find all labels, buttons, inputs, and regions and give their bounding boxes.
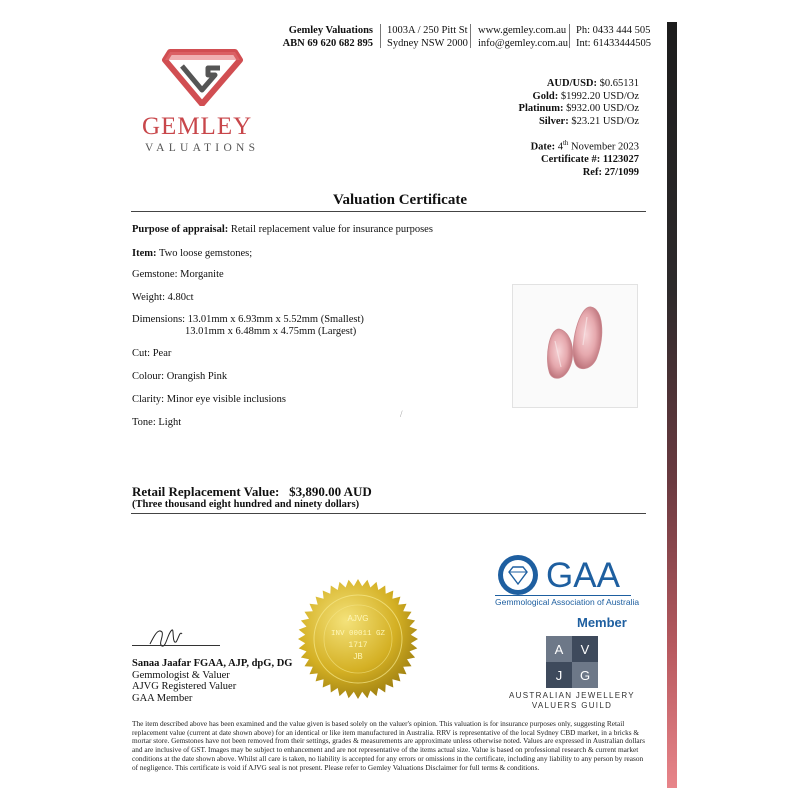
ref-label: Ref: <box>582 166 602 178</box>
platinum-label: Platinum: <box>518 103 564 114</box>
dimensions-smallest: 13.01mm x 6.93mm x 5.52mm (Smallest) <box>187 314 364 325</box>
signatory-registration: AJVG Registered Valuer <box>132 681 237 692</box>
seal-edge <box>298 579 418 699</box>
value-in-words: (Three thousand eight hundred and ninety dollars) <box>132 499 360 510</box>
ajvg-letter-g: G <box>572 662 598 688</box>
logo-wordmark: GEMLEY <box>142 113 253 140</box>
ajvg-fullname <box>509 691 635 711</box>
value-amount: $3,890.00 AUD <box>289 484 372 499</box>
gaa-wordmark: GAA <box>546 556 620 595</box>
purpose-field <box>132 224 433 236</box>
phone: Ph: 0433 444 505 <box>576 25 651 36</box>
date-rest: November 2023 <box>571 141 639 153</box>
website-link[interactable]: www.gemley.com.au <box>478 25 567 36</box>
signatory-block <box>132 658 292 704</box>
gemstone-photo <box>512 284 638 408</box>
value-rule <box>131 513 646 514</box>
signature-line <box>132 645 220 646</box>
ajvg-letter-v: V <box>572 636 598 662</box>
certificate-label: Certificate #: <box>541 154 601 165</box>
cut-field: Cut: Pear <box>132 348 172 359</box>
email-link[interactable]: info@gemley.com.au <box>478 38 569 49</box>
item-label: Item: <box>132 248 157 259</box>
title-rule <box>131 211 646 212</box>
ajvg-letter-j: J <box>546 662 572 688</box>
company-name: Gemley Valuations <box>288 25 373 36</box>
silver-value: $23.21 USD/Oz <box>571 115 639 127</box>
intl-phone: Int: 61433444505 <box>576 38 651 49</box>
weight-field: Weight: 4.80ct <box>132 292 194 303</box>
gaa-fullname: Gemmological Association of Australia <box>495 597 640 607</box>
date-day: 4 <box>557 141 563 153</box>
seal-text-2: INV 00011 GZ <box>330 630 386 638</box>
address-line2: Sydney NSW 2000 <box>387 38 468 49</box>
gaa-member-label: Member <box>577 615 627 630</box>
metal-rates <box>519 78 639 128</box>
signatory-name: Sanaa Jaafar FGAA, AJP, dpG, DG <box>132 658 293 669</box>
retail-replacement-value <box>132 484 372 500</box>
platinum-value: $932.00 USD/Oz <box>566 103 639 114</box>
value-label: Retail Replacement Value: <box>132 484 280 499</box>
seal-text-1: AJVG <box>347 614 369 623</box>
gold-value: $1992.20 USD/Oz <box>560 90 639 102</box>
header-divider <box>380 24 381 48</box>
header-divider <box>569 24 570 48</box>
morganite-pear-stones-icon <box>513 285 637 407</box>
clarity-field: Clarity: Minor eye visible inclusions <box>132 394 286 405</box>
certificate-number: 1123027 <box>602 154 639 165</box>
mark: / <box>400 409 403 419</box>
signatory-membership: GAA Member <box>132 692 193 704</box>
purpose-value: Retail replacement value for insurance purposes <box>230 224 433 235</box>
ajvg-gold-seal <box>296 577 420 701</box>
seal-text-4: JB <box>353 652 363 661</box>
certificate-meta <box>531 137 639 179</box>
tone-field: Tone: Light <box>132 417 182 428</box>
aud-usd-label: AUD/USD: <box>546 78 597 89</box>
aud-usd-value: $0.65131 <box>599 78 639 89</box>
side-accent-bar <box>667 22 677 788</box>
document-title: Valuation Certificate <box>332 192 467 208</box>
seal-text-3: 1717 <box>348 641 368 650</box>
date-suffix: th <box>562 139 569 147</box>
gemley-diamond-logo-icon <box>160 44 245 106</box>
dimensions-label: Dimensions: <box>132 314 186 325</box>
gaa-emblem-icon <box>496 553 540 597</box>
colour-field: Colour: Orangish Pink <box>132 371 228 382</box>
gold-label: Gold: <box>532 90 559 102</box>
silver-label: Silver: <box>538 115 569 127</box>
logo-subtitle: VALUATIONS <box>145 142 260 154</box>
dimensions-field <box>132 314 364 338</box>
signature <box>146 622 190 652</box>
abn: ABN 69 620 682 895 <box>282 38 373 49</box>
address-line1: 1003A / 250 Pitt St <box>387 25 468 36</box>
disclaimer-text: The item described above has been examined and the value given is based solely on the valuer's opinion. This valuation is for insurance purposes only, suggesting Retail replacement value (current at date shown above) for an identical or like item manufactured in Australia. RRV is representative of the local Sydney CBD market, in a bricks & mortar store. Gemstones have not been removed from their settings, grades & measurements are approximate unless otherwise noted. Values are expressed in Australian dollars and are inclusive of GST. Images may be subject to enhancement and are not representative of the items actual size. Value is based on professional research & current market conditions at the date shown above. Whilst all care is taken, no liability is accepted for any errors or omissions in the certificate, including any liability to any person by reason of negligence. This certificate is void if AJVG seal is not present. Please refer to Gemley Valuations Disclaimer for full terms & conditions. <box>132 719 645 772</box>
item-field <box>132 248 252 260</box>
ajvg-logo <box>546 636 598 688</box>
date-label: Date: <box>530 141 556 153</box>
gaa-rule <box>495 595 631 596</box>
gemstone-field: Gemstone: Morganite <box>132 269 224 280</box>
ajvg-line2: VALUERS GUILD <box>531 701 613 710</box>
dimensions-largest: 13.01mm x 6.48mm x 4.75mm (Largest) <box>185 326 357 337</box>
header-divider <box>470 24 471 48</box>
ajvg-letter-a: A <box>546 636 572 662</box>
ajvg-line1: AUSTRALIAN JEWELLERY <box>509 691 635 700</box>
purpose-label: Purpose of appraisal: <box>132 224 229 235</box>
ref-number: 27/1099 <box>604 166 639 178</box>
signatory-title: Gemmologist & Valuer <box>132 669 230 681</box>
item-value: Two loose gemstones; <box>158 248 253 259</box>
